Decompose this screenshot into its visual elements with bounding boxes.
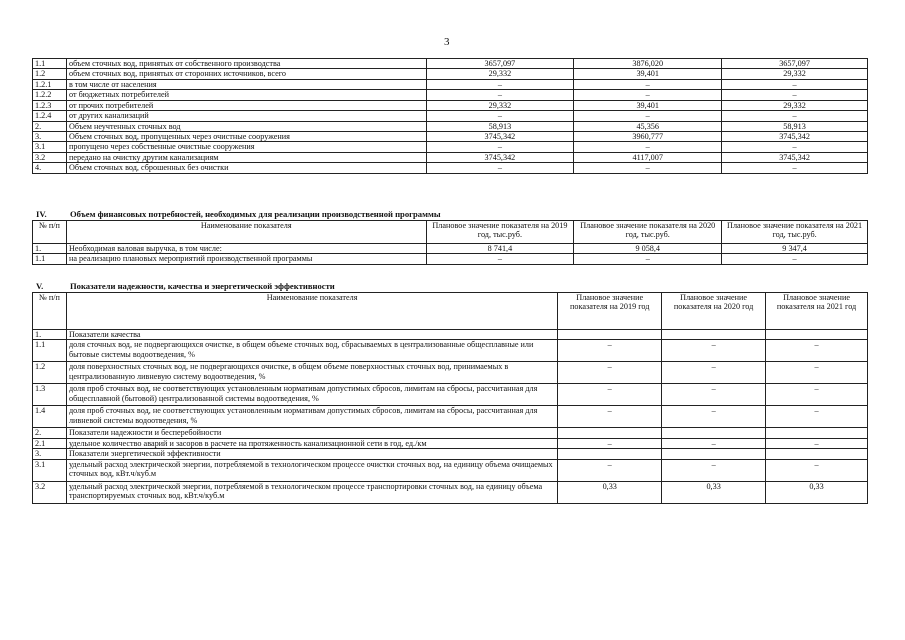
row-name: передано на очистку другим канализациям [66, 152, 426, 162]
value-2019 [558, 449, 662, 459]
value-2020: – [662, 362, 766, 384]
value-2019: 29,332 [426, 69, 574, 79]
value-2020: – [662, 459, 766, 481]
value-2020: 3876,020 [574, 59, 722, 69]
value-2019: – [426, 163, 574, 173]
section-5-heading: Показатели надежности, качества и энергетической эффективности [70, 281, 335, 291]
row-name: Объем неучтенных сточных вод [66, 121, 426, 131]
value-2021: – [722, 90, 868, 100]
row-name: объем сточных вод, принятых от сторонних источников, всего [66, 69, 426, 79]
value-2021 [766, 428, 868, 438]
row-num: 1.2 [33, 69, 67, 79]
row-name: от других канализаций [66, 111, 426, 121]
wastewater-volume-table [32, 58, 868, 174]
row-name: на реализацию плановых мероприятий производственной программы [66, 254, 426, 264]
table-row [33, 481, 868, 503]
value-2020: – [574, 90, 722, 100]
table-row [33, 340, 868, 362]
table-row [33, 111, 868, 121]
value-2020: 39,401 [574, 69, 722, 79]
value-2019: 3745,342 [426, 152, 574, 162]
value-2021: 9 347,4 [722, 244, 868, 254]
table-row [33, 121, 868, 131]
row-name: доля сточных вод, не подвергающихся очистке, в общем объеме сточных вод, сбрасываемых в централизованные общесплавные или бытовые системы водоотведения, % [66, 340, 557, 362]
value-2021: – [722, 254, 868, 264]
row-num: 1.2.2 [33, 90, 67, 100]
value-2020: – [574, 254, 722, 264]
value-2020: 0,33 [662, 481, 766, 503]
row-num: 3.1 [33, 459, 67, 481]
header-2020: Плановое значение показателя на 2020 год [662, 293, 766, 330]
row-name: пропущено через собственные очистные сооружения [66, 142, 426, 152]
value-2021: 58,913 [722, 121, 868, 131]
row-num: 1.3 [33, 384, 67, 406]
row-num: 1.2.1 [33, 79, 67, 89]
row-num: 2. [33, 428, 67, 438]
value-2021: – [722, 111, 868, 121]
table-row [33, 438, 868, 448]
row-num: 1.1 [33, 340, 67, 362]
row-name: в том числе от населения [66, 79, 426, 89]
header-name: Наименование показателя [66, 221, 426, 244]
row-name: удельный расход электрической энергии, потребляемой в технологическом процессе транспортировки сточных вод, на единицу объема транспортируемых сточных вод, кВт.ч/куб.м [66, 481, 557, 503]
value-2019: – [426, 90, 574, 100]
value-2021: – [766, 384, 868, 406]
value-2021 [766, 330, 868, 340]
row-num: 1.4 [33, 406, 67, 428]
value-2020: – [662, 438, 766, 448]
value-2021: 29,332 [722, 100, 868, 110]
row-name: Объем сточных вод, пропущенных через очистные сооружения [66, 131, 426, 141]
value-2020: – [574, 111, 722, 121]
value-2020: – [662, 340, 766, 362]
financial-needs-table [32, 220, 868, 265]
row-num: 2. [33, 121, 67, 131]
table-row [33, 384, 868, 406]
value-2021: – [766, 438, 868, 448]
value-2021: – [766, 340, 868, 362]
value-2021 [766, 449, 868, 459]
value-2021: – [766, 406, 868, 428]
value-2021: – [766, 362, 868, 384]
row-name: Показатели качества [66, 330, 557, 340]
header-num: № п/п [33, 293, 67, 330]
value-2019: – [558, 384, 662, 406]
table-header-row [33, 293, 868, 330]
value-2021: 0,33 [766, 481, 868, 503]
value-2019: 58,913 [426, 121, 574, 131]
value-2020 [662, 330, 766, 340]
value-2021: – [722, 163, 868, 173]
section-4-heading: Объем финансовых потребностей, необходимых для реализации производственной программы [70, 209, 441, 219]
value-2019: – [426, 111, 574, 121]
table-row [33, 244, 868, 254]
row-name: от бюджетных потребителей [66, 90, 426, 100]
table-row [33, 100, 868, 110]
row-name: удельное количество аварий и засоров в расчете на протяженность канализационной сети в год, ед./км [66, 438, 557, 448]
table-row [33, 406, 868, 428]
value-2019 [558, 330, 662, 340]
header-2020: Плановое значение показателя на 2020 год, тыс.руб. [574, 221, 722, 244]
value-2021: 3657,097 [722, 59, 868, 69]
row-name: доля проб сточных вод, не соответствующих установленным нормативам допустимых сбросов, лимитам на сбросы, рассчитанная для ливневой системы водоотведения, % [66, 406, 557, 428]
value-2020: – [574, 142, 722, 152]
table-row [33, 59, 868, 69]
header-2019: Плановое значение показателя на 2019 год [558, 293, 662, 330]
row-num: 1. [33, 244, 67, 254]
value-2019: 3745,342 [426, 131, 574, 141]
row-num: 1. [33, 330, 67, 340]
header-name: Наименование показателя [66, 293, 557, 330]
header-2021: Плановое значение показателя на 2021 год, тыс.руб. [722, 221, 868, 244]
page-number: 3 [444, 36, 450, 48]
table-row [33, 362, 868, 384]
value-2019: – [558, 406, 662, 428]
value-2020: – [662, 384, 766, 406]
value-2020: – [574, 163, 722, 173]
row-num: 2.1 [33, 438, 67, 448]
row-name: Показатели энергетической эффективности [66, 449, 557, 459]
value-2021: – [766, 459, 868, 481]
section-5-title [36, 281, 335, 291]
table-row [33, 428, 868, 438]
value-2020: 9 058,4 [574, 244, 722, 254]
value-2020 [662, 428, 766, 438]
table-row [33, 254, 868, 264]
row-name: объем сточных вод, принятых от собственного производства [66, 59, 426, 69]
value-2019: 3657,097 [426, 59, 574, 69]
table-row [33, 142, 868, 152]
value-2019: – [426, 142, 574, 152]
row-name: Показатели надежности и бесперебойности [66, 428, 557, 438]
value-2019 [558, 428, 662, 438]
table-row [33, 459, 868, 481]
value-2020: 3960,777 [574, 131, 722, 141]
value-2019: 29,332 [426, 100, 574, 110]
value-2019: 0,33 [558, 481, 662, 503]
row-num: 1.2.4 [33, 111, 67, 121]
row-num: 1.1 [33, 254, 67, 264]
row-name: от прочих потребителей [66, 100, 426, 110]
reliability-quality-table [32, 292, 868, 504]
header-num: № п/п [33, 221, 67, 244]
table-row [33, 330, 868, 340]
row-num: 1.1 [33, 59, 67, 69]
section-4-number: IV. [36, 209, 47, 219]
value-2021: 3745,342 [722, 131, 868, 141]
row-num: 3.2 [33, 152, 67, 162]
value-2019: – [558, 362, 662, 384]
row-num: 1.2.3 [33, 100, 67, 110]
row-num: 3.1 [33, 142, 67, 152]
value-2019: 8 741,4 [426, 244, 574, 254]
row-name: доля проб сточных вод, не соответствующих установленным нормативам допустимых сбросов, лимитам на сбросы, рассчитанная для общесплавной (бытовой) централизованной системы водоотведения, % [66, 384, 557, 406]
value-2019: – [558, 459, 662, 481]
row-num: 1.2 [33, 362, 67, 384]
row-name: Необходимая валовая выручка, в том числе: [66, 244, 426, 254]
row-num: 3.2 [33, 481, 67, 503]
header-2019: Плановое значение показателя на 2019 год, тыс.руб. [426, 221, 574, 244]
value-2020: – [662, 406, 766, 428]
value-2021: 29,332 [722, 69, 868, 79]
value-2019: – [558, 340, 662, 362]
row-num: 3. [33, 449, 67, 459]
value-2020: 4117,007 [574, 152, 722, 162]
section-5-number: V. [36, 281, 44, 291]
value-2020: – [574, 79, 722, 89]
value-2021: 3745,342 [722, 152, 868, 162]
table-row [33, 449, 868, 459]
table-row [33, 69, 868, 79]
row-name: Объем сточных вод, сброшенных без очистки [66, 163, 426, 173]
table-row [33, 131, 868, 141]
table-row [33, 163, 868, 173]
value-2019: – [426, 79, 574, 89]
row-num: 3. [33, 131, 67, 141]
table-row [33, 152, 868, 162]
table-row [33, 90, 868, 100]
value-2019: – [558, 438, 662, 448]
table-header-row [33, 221, 868, 244]
row-name: доля поверхностных сточных вод, не подвергающихся очистке, в общем объеме поверхностных сточных вод, принимаемых в централизованную ливневую систему водоотведения, % [66, 362, 557, 384]
section-4-title [36, 209, 441, 219]
value-2020: 45,356 [574, 121, 722, 131]
value-2020 [662, 449, 766, 459]
value-2021: – [722, 142, 868, 152]
value-2021: – [722, 79, 868, 89]
value-2020: 39,401 [574, 100, 722, 110]
row-name: удельный расход электрической энергии, потребляемой в технологическом процессе очистки сточных вод, на единицу объема очищаемых сточных вод, кВт.ч/куб.м [66, 459, 557, 481]
table-row [33, 79, 868, 89]
header-2021: Плановое значение показателя на 2021 год [766, 293, 868, 330]
value-2019: – [426, 254, 574, 264]
row-num: 4. [33, 163, 67, 173]
